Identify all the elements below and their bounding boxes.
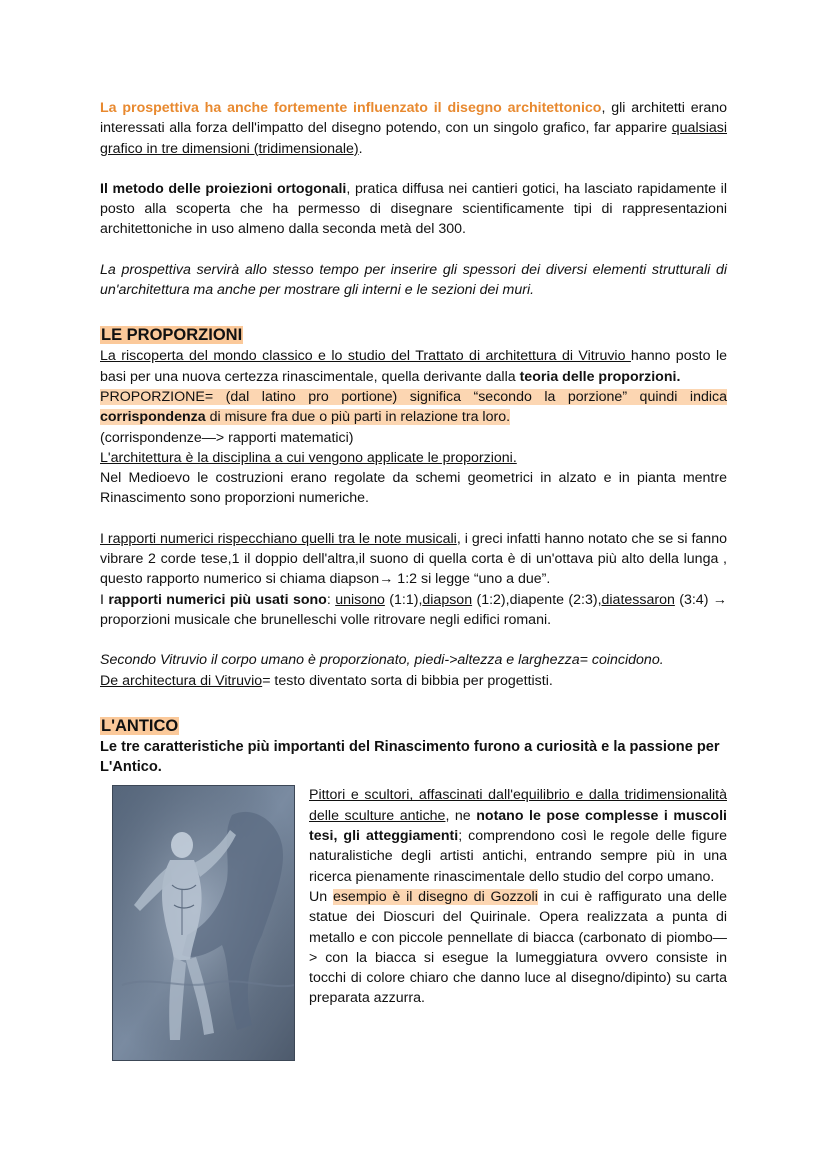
de-architectura-line: De architectura di Vitruvio= testo diventato sorta di bibbia per progettisti. xyxy=(100,672,553,689)
medioevo-paragraph: Nel Medioevo le costruzioni erano regolate da schemi geometrici in alzato e in pianta mentre Rinascimento sono proporzioni numeriche. xyxy=(100,470,727,507)
proporzioni-paragraph-1: La riscoperta del mondo classico e lo studio del Trattato di architettura di Vitruvio hanno posto le basi per una nuova certezza rinascimentale, quella derivante dalla teoria delle proporzioni. xyxy=(100,348,727,385)
dioscuro-drawing-icon xyxy=(112,785,295,1061)
antico-intro: Le tre caratteristiche più importanti del Rinascimento furono a curiosità e la passione per L'Antico. xyxy=(100,738,720,776)
figure-block xyxy=(100,785,727,1061)
intro-highlight: La prospettiva ha anche fortemente influenzato il disegno architettonico xyxy=(100,100,602,116)
proporzioni-note: (corrispondenze—> rapporti matematici) xyxy=(100,429,354,446)
heading-proporzioni: LE PROPORZIONI xyxy=(101,326,243,345)
architettura-line: L'architettura è la disciplina a cui vengono applicate le proporzioni. xyxy=(100,449,517,466)
rapporti-paragraph: I rapporti numerici rispecchiano quelli tra le note musicali, i greci infatti hanno notato che se si fanno vibrare 2 corde tese,1 il doppio dell'altra,il suono di quella corta è di un'ottava più alto della lunga , questo rapporto numerico si chiama diapson→ 1:2 si legge “uno a due”. xyxy=(100,530,727,588)
figure-paragraph-1: Pittori e scultori, affascinati dall'equilibrio e dalla tridimensionalità delle sculture antiche, ne notano le pose complesse i muscoli tesi, gli atteggiamenti; comprendono così le regole delle figure naturalistiche degli artisti antichi, entrando sempre più in una ricerca pienamente rinascimentale dello studio del corpo umano. xyxy=(309,787,727,885)
proporzione-definition: PROPORZIONE= (dal latino pro portione) significa “secondo la porzione” quindi indica corrispondenza di misure fra due o più parti in relazione tra loro. xyxy=(100,388,727,426)
figure-description xyxy=(309,785,727,1008)
intro-paragraph-2: Il metodo delle proiezioni ortogonali, pratica diffusa nei cantieri gotici, ha lasciato rapidamente il posto alla scoperta che ha permesso di disegnare scientificamente tipi di rappresentazioni architettoniche in uso almeno dalla seconda metà del 300. xyxy=(100,180,727,238)
vitruvio-line: Secondo Vitruvio il corpo umano è proporzionato, piedi->altezza e larghezza= coincidono. xyxy=(100,652,664,669)
intro-paragraph-1: La prospettiva ha anche fortemente influenzato il disegno architettonico, gli architetti erano interessati alla forza dell'impatto del disegno potendo, con un singolo grafico, far apparire qualsiasi grafico in tre dimensioni (tridimensionale). xyxy=(100,100,727,157)
gozzoli-drawing-image xyxy=(112,785,295,1061)
rapporti-usati-paragraph: I rapporti numerici più usati sono: unisono (1:1),diapson (1:2),diapente (2:3),diatessaron (3:4) → proporzioni musicale che brunelleschi volle ritrovare negli edifici romani. xyxy=(100,591,727,628)
figure-paragraph-2: Un esempio è il disegno di Gozzoli in cui è raffigurato una delle statue dei Dioscuri del Quirinale. Opera realizzata a punta di metallo e con piccole pennellate di biacca (carbonato di piombo—> con la biacca si esegue la lumeggiatura ovvero consiste in tocchi di colore chiaro che danno luce al disegno/dipinto) su carta preparata azzurra. xyxy=(309,888,728,1007)
intro-paragraph-3: La prospettiva servirà allo stesso tempo per inserire gli spessori dei diversi elementi strutturali di un'architettura ma anche per mostrare gli interni e le sezioni dei muri. xyxy=(100,261,727,299)
heading-antico: L'ANTICO xyxy=(101,716,179,735)
gozzoli-highlight: esempio è il disegno di Gozzoli xyxy=(332,888,538,905)
underlined-phrase: qualsiasi grafico in tre dimensioni (tridimensionale) xyxy=(100,120,727,157)
document-page xyxy=(100,98,727,1061)
